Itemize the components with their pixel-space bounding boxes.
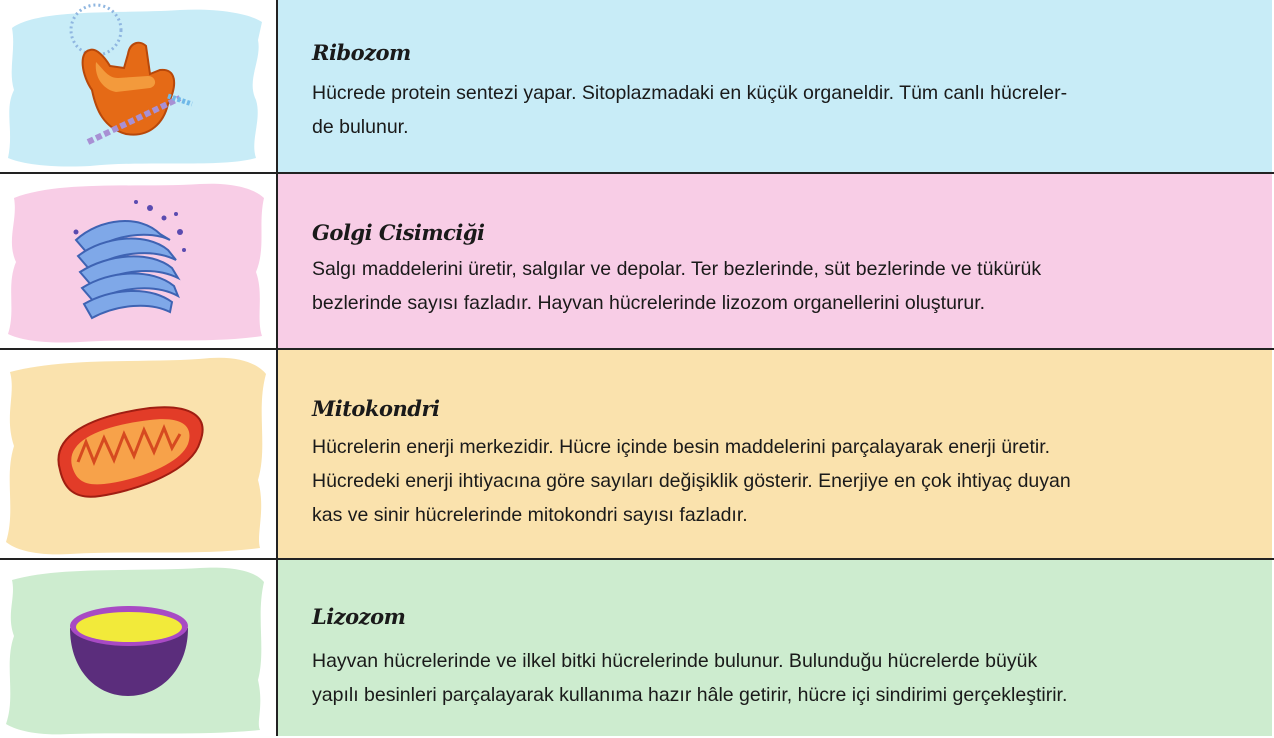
image-cell	[0, 174, 276, 348]
organelle-description	[312, 252, 1242, 320]
image-cell	[0, 0, 276, 172]
text-cell	[278, 350, 1272, 558]
organelle-title: Lizozom	[312, 604, 406, 629]
description-line: kas ve sinir hücrelerinde mitokondri sayısı fazladır.	[312, 504, 748, 526]
ribosome-icon	[0, 0, 276, 172]
organelle-description	[312, 76, 1242, 144]
image-cell	[0, 560, 276, 736]
description-line: bezlerinde sayısı fazladır. Hayvan hücrelerinde lizozom organellerini oluşturur.	[312, 292, 986, 314]
organelle-row-lizozom	[0, 560, 1274, 736]
organelle-row-ribozom	[0, 0, 1274, 172]
organelle-description	[312, 644, 1242, 712]
mitochondria-icon	[0, 350, 276, 558]
organelle-title: Golgi Cisimciği	[312, 220, 485, 245]
organelle-title: Ribozom	[312, 40, 411, 65]
text-cell	[278, 560, 1272, 736]
description-line: Hücrelerin enerji merkezidir. Hücre içinde besin maddelerini parçalayarak enerji üretir.	[312, 436, 1051, 458]
golgi-icon	[0, 174, 276, 348]
text-cell	[278, 0, 1272, 172]
organelle-title: Mitokondri	[312, 396, 440, 421]
description-line: de bulunur.	[312, 116, 409, 138]
description-line: Hayvan hücrelerinde ve ilkel bitki hücrelerinde bulunur. Bulunduğu hücrelerde büyük	[312, 650, 1038, 672]
description-line: yapılı besinleri parçalayarak kullanıma hazır hâle getirir, hücre içi sindirimi gerçekleştirir.	[312, 684, 1068, 706]
organelle-description	[312, 430, 1242, 532]
organelle-row-golgi	[0, 174, 1274, 348]
lysosome-icon	[0, 560, 276, 736]
description-line: Hücrede protein sentezi yapar. Sitoplazmadaki en küçük organeldir. Tüm canlı hücreler-	[312, 82, 1068, 104]
organelle-row-mitokondri	[0, 350, 1274, 558]
text-cell	[278, 174, 1272, 348]
description-line: Hücredeki enerji ihtiyacına göre sayıları değişiklik gösterir. Enerjiye en çok ihtiyaç duyan	[312, 470, 1071, 492]
image-cell	[0, 350, 276, 558]
description-line: Salgı maddelerini üretir, salgılar ve depolar. Ter bezlerinde, süt bezlerinde ve tükürük	[312, 258, 1042, 280]
